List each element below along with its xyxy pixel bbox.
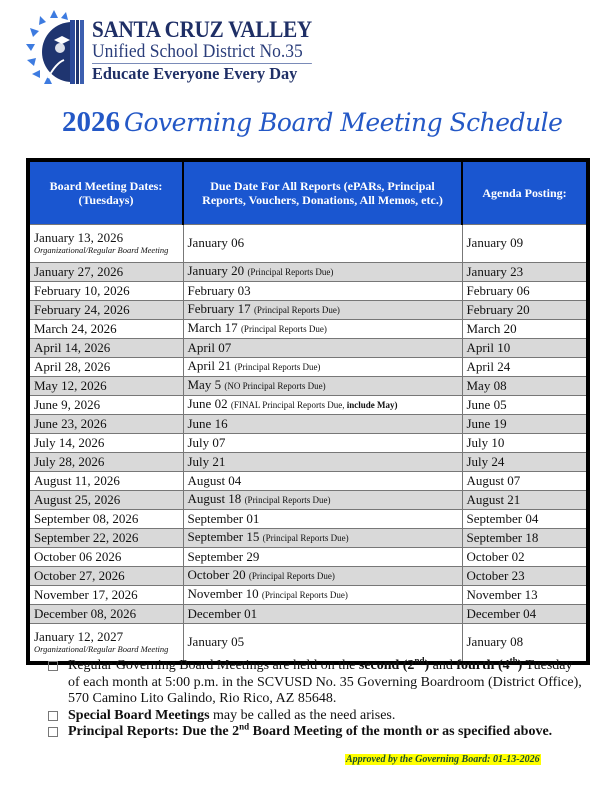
table-row — [28, 548, 588, 567]
cell-meeting-date: August 25, 2026 — [28, 491, 183, 510]
table-row — [28, 320, 588, 339]
cell-agenda-posting: February 20 — [462, 301, 588, 320]
cell-agenda-posting: August 07 — [462, 472, 588, 491]
cell-due-date: August 18 (Principal Reports Due) — [183, 491, 462, 510]
cell-due-date: February 17 (Principal Reports Due) — [183, 301, 462, 320]
cell-agenda-posting: June 05 — [462, 396, 588, 415]
cell-agenda-posting: June 19 — [462, 415, 588, 434]
page-title — [62, 106, 562, 139]
cell-agenda-posting: December 04 — [462, 605, 588, 624]
cell-due-date: October 20 (Principal Reports Due) — [183, 567, 462, 586]
cell-agenda-posting: January 23 — [462, 263, 588, 282]
meeting-type-note: Organizational/Regular Board Meeting — [34, 245, 169, 255]
cell-due-date: July 21 — [183, 453, 462, 472]
note-special-meetings: Special Board Meetings may be called as the need arises. — [46, 708, 586, 725]
district-logo — [26, 8, 312, 90]
cell-due-date: May 5 (NO Principal Reports Due) — [183, 377, 462, 396]
cell-meeting-date: January 27, 2026 — [28, 263, 183, 282]
cell-meeting-date: January 12, 2027 Organizational/Regular Board Meeting — [28, 624, 183, 664]
table-row — [28, 453, 588, 472]
cell-meeting-date: September 08, 2026 — [28, 510, 183, 529]
title-year: 2026 — [62, 106, 120, 138]
header-meeting-dates: Board Meeting Dates: (Tuesdays) — [28, 160, 183, 225]
cell-agenda-posting: May 08 — [462, 377, 588, 396]
header-due-date: Due Date For All Reports (ePARs, Principal Reports, Vouchers, Donations, All Memos, etc.) — [183, 160, 462, 225]
cell-agenda-posting: October 02 — [462, 548, 588, 567]
cell-agenda-posting: September 04 — [462, 510, 588, 529]
cell-meeting-date: April 28, 2026 — [28, 358, 183, 377]
meeting-type-note: Organizational/Regular Board Meeting — [34, 644, 169, 654]
table-row — [28, 491, 588, 510]
due-note: (Principal Reports Due) — [248, 571, 335, 581]
header-agenda-posting: Agenda Posting: — [462, 160, 588, 225]
due-note: (NO Principal Reports Due) — [224, 381, 326, 391]
cell-meeting-date: December 08, 2026 — [28, 605, 183, 624]
cell-agenda-posting: April 10 — [462, 339, 588, 358]
due-note: (Principal Reports Due) — [244, 495, 331, 505]
cell-agenda-posting: July 24 — [462, 453, 588, 472]
logo-district-name: SANTA CRUZ VALLEY — [92, 17, 312, 42]
cell-due-date: January 05 — [183, 624, 462, 664]
cell-due-date: January 06 — [183, 225, 462, 263]
table-row — [28, 377, 588, 396]
cell-meeting-date: September 22, 2026 — [28, 529, 183, 548]
table-row — [28, 396, 588, 415]
cell-due-date: June 16 — [183, 415, 462, 434]
cell-due-date: November 10 (Principal Reports Due) — [183, 586, 462, 605]
logo-district-subtitle: Unified School District No.35 — [92, 42, 312, 64]
cell-due-date: September 01 — [183, 510, 462, 529]
cell-meeting-date: October 06 2026 — [28, 548, 183, 567]
cell-agenda-posting: January 09 — [462, 225, 588, 263]
cell-meeting-date: May 12, 2026 — [28, 377, 183, 396]
due-note: (Principal Reports Due) — [253, 305, 340, 315]
cell-meeting-date: February 10, 2026 — [28, 282, 183, 301]
checkbox-bullet-icon — [48, 711, 58, 721]
cell-meeting-date: February 24, 2026 — [28, 301, 183, 320]
table-row — [28, 510, 588, 529]
cell-due-date: April 07 — [183, 339, 462, 358]
checkbox-bullet-icon — [48, 727, 58, 737]
table-row — [28, 567, 588, 586]
table-body — [28, 225, 588, 664]
cell-agenda-posting: March 20 — [462, 320, 588, 339]
cell-meeting-date: June 23, 2026 — [28, 415, 183, 434]
sun-book-icon — [26, 8, 86, 90]
table-row — [28, 472, 588, 491]
table-row — [28, 434, 588, 453]
cell-agenda-posting: August 21 — [462, 491, 588, 510]
cell-meeting-date: October 27, 2026 — [28, 567, 183, 586]
due-note: (Principal Reports Due) — [234, 362, 321, 372]
approval-stamp: Approved by the Governing Board: 01-13-2026 — [346, 754, 540, 765]
cell-meeting-date: November 17, 2026 — [28, 586, 183, 605]
cell-due-date: September 29 — [183, 548, 462, 567]
due-note: (Principal Reports Due) — [261, 590, 348, 600]
due-note: (Principal Reports Due) — [240, 324, 327, 334]
cell-due-date: January 20 (Principal Reports Due) — [183, 263, 462, 282]
cell-due-date: September 15 (Principal Reports Due) — [183, 529, 462, 548]
due-note: (Principal Reports Due) — [247, 267, 334, 277]
table-row — [28, 586, 588, 605]
table-row — [28, 605, 588, 624]
cell-meeting-date: August 11, 2026 — [28, 472, 183, 491]
due-note: (FINAL Principal Reports Due, include May) — [230, 400, 398, 410]
cell-due-date: August 04 — [183, 472, 462, 491]
table-header-row — [28, 160, 588, 225]
checkbox-bullet-icon — [48, 661, 58, 671]
cell-agenda-posting: April 24 — [462, 358, 588, 377]
table-row — [28, 282, 588, 301]
cell-meeting-date: April 14, 2026 — [28, 339, 183, 358]
title-text: Governing Board Meeting Schedule — [124, 108, 563, 137]
cell-agenda-posting: November 13 — [462, 586, 588, 605]
cell-due-date: February 03 — [183, 282, 462, 301]
due-note: (Principal Reports Due) — [262, 533, 349, 543]
table-row — [28, 225, 588, 263]
cell-agenda-posting: September 18 — [462, 529, 588, 548]
cell-meeting-date: July 14, 2026 — [28, 434, 183, 453]
note-regular-meetings: Regular Governing Board Meetings are held on the second (2nd) and fourth (4th) Tuesday of each month at 5:00 p.m. in the SCVUSD No. 35 Governing Boardroom (District Office), 570 Camino Lito Galindo, Rio Rico, AZ 85648. — [46, 658, 586, 708]
cell-due-date: June 02 (FINAL Principal Reports Due, include May) — [183, 396, 462, 415]
table-row — [28, 263, 588, 282]
cell-due-date: December 01 — [183, 605, 462, 624]
notes-list — [46, 655, 586, 741]
table-row — [28, 301, 588, 320]
cell-meeting-date: January 13, 2026 Organizational/Regular Board Meeting — [28, 225, 183, 263]
cell-meeting-date: June 9, 2026 — [28, 396, 183, 415]
cell-agenda-posting: February 06 — [462, 282, 588, 301]
meeting-schedule-table — [26, 158, 590, 665]
table-row — [28, 358, 588, 377]
cell-due-date: July 07 — [183, 434, 462, 453]
cell-agenda-posting: July 10 — [462, 434, 588, 453]
logo-tagline: Educate Everyone Every Day — [92, 64, 298, 83]
cell-meeting-date: July 28, 2026 — [28, 453, 183, 472]
cell-due-date: April 21 (Principal Reports Due) — [183, 358, 462, 377]
table-row — [28, 529, 588, 548]
cell-meeting-date: March 24, 2026 — [28, 320, 183, 339]
cell-due-date: March 17 (Principal Reports Due) — [183, 320, 462, 339]
table-row — [28, 339, 588, 358]
note-principal-reports: Principal Reports: Due the 2nd Board Meeting of the month or as specified above. — [46, 724, 586, 741]
cell-agenda-posting: January 08 — [462, 624, 588, 664]
cell-agenda-posting: October 23 — [462, 567, 588, 586]
table-row — [28, 415, 588, 434]
